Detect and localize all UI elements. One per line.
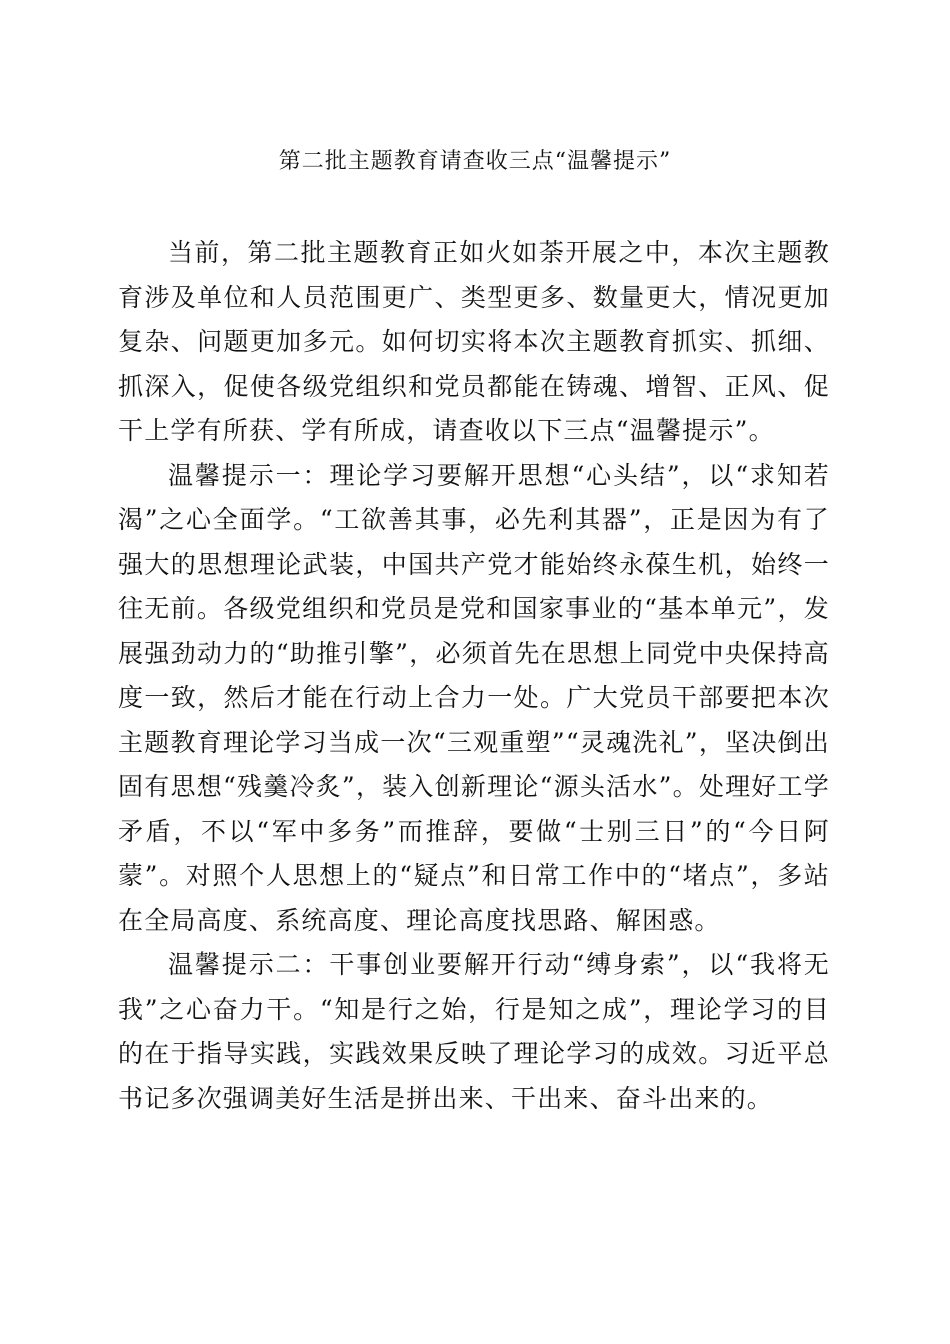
document-title: 第二批主题教育请查收三点“温馨提示” — [278, 149, 672, 174]
document-body — [118, 231, 830, 1121]
paragraph-tip-one: 温馨提示一：理论学习要解开思想“心头结”，以“求知若渴”之心全面学。“工欲善其事，必先利其器”，正是因为有了强大的思想理论武装，中国共产党才能始终永葆生机，始终一往无前。各级党组织和党员是党和国家事业的“基本单元”，发展强劲动力的“助推引擎”，必须首先在思想上同党中央保持高度一致，然后才能在行动上合力一处。广大党员干部要把本次主题教育理论学习当成一次“三观重塑”“灵魂洗礼”，坚决倒出固有思想“残羹冷炙”，装入创新理论“源头活水”。处理好工学矛盾，不以“军中多务”而推辞，要做“士别三日”的“今日阿蒙”。对照个人思想上的“疑点”和日常工作中的“堵点”，多站在全局高度、系统高度、理论高度找思路、解困惑。 — [118, 460, 830, 935]
paragraph-tip-two: 温馨提示二：干事创业要解开行动“缚身索”，以“我将无我”之心奋力干。“知是行之始，行是知之成”，理论学习的目的在于指导实践，实践效果反映了理论学习的成效。习近平总书记多次强调美好生活是拼出来、干出来、奋斗出来的。 — [118, 950, 830, 1113]
paragraph-intro: 当前，第二批主题教育正如火如荼开展之中，本次主题教育涉及单位和人员范围更广、类型更多、数量更大，情况更加复杂、问题更加多元。如何切实将本次主题教育抓实、抓细、抓深入，促使各级党组织和党员都能在铸魂、增智、正风、促干上学有所获、学有所成，请查收以下三点“温馨提示”。 — [118, 238, 830, 445]
